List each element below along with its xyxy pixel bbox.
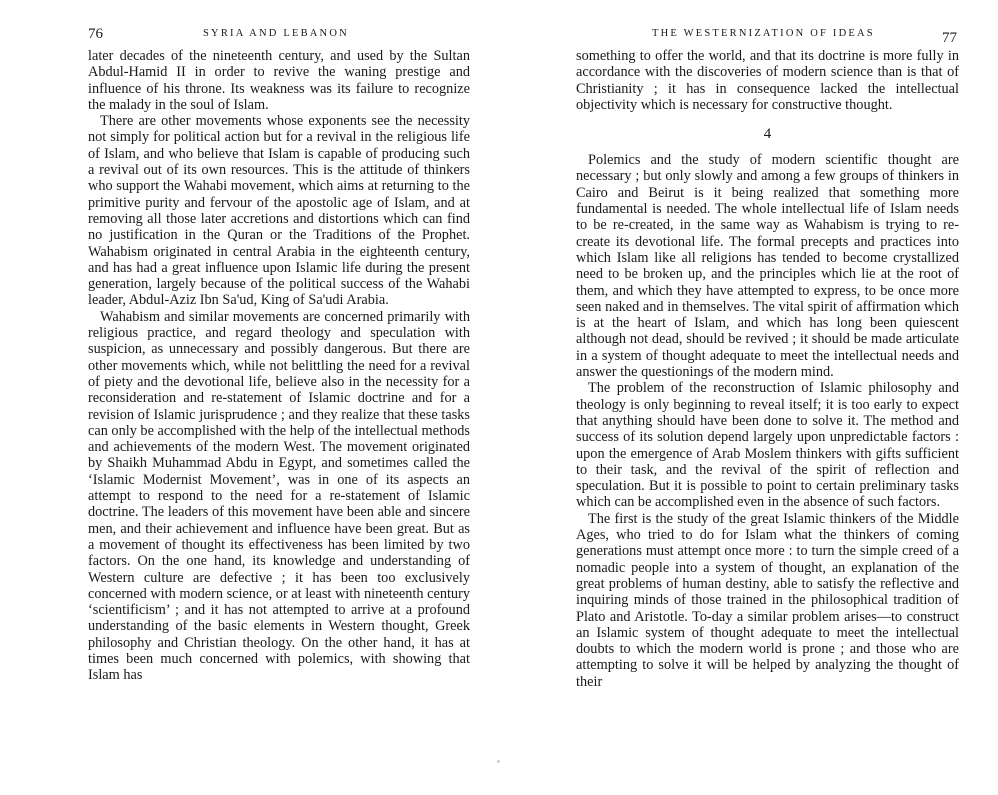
body-text xyxy=(576,48,959,690)
paragraph: The first is the study of the great Islamic thinkers of the Middle Ages, who tried to do for Islam what the thinkers of coming generations must attempt once more : to turn the simple creed of a nomadic people into a system of thought, an explanation of the great problems of human destiny, able to satisfy the reflective and inquiring minds of those trained in the philosophical tradition of Plato and Aristotle. To-day a similar problem arises—to construct an Islamic system of thought adequate to meet the intellectual doubts to which the modern world is prone ; and those who are attempting to solve it will be helped by analyzing the thought of their xyxy=(576,510,959,690)
right-page xyxy=(499,0,998,795)
paragraph: There are other movements whose exponents see the necessity not simply for political action but for a revival in the religious life of Islam, and who believe that Islam is capable of producing such a revival out of its own resources. This is the attitude of thinkers who support the Wahabi movement, which aims at returning to the primitive purity and fervour of the apostolic age of Islam, and at removing all those later accretions and distortions which can find no justification in the Quran or the Traditions of the Prophet. Wahabism originated in central Arabia in the eighteenth century, and has had a great influence upon Islamic life during the present generation, largely because of the political success of the Wahabi leader, Abdul-Aziz Ibn Sa'ud, King of Sa'udi Arabia. xyxy=(88,113,470,309)
body-text xyxy=(88,48,470,684)
paragraph: Polemics and the study of modern scientific thought are necessary ; but only slowly and among a few groups of thinkers in Cairo and Beirut is it being realized that something more fundamental is needed. The whole intellectual life of Islam needs to be re-created, in the same way as Wahabism is trying to re-create its devotional life. The formal precepts and practices into which Islam like all religions has tended to become crystallized need to be broken up, and the principles which lie at the root of them, and which they have attempted to express, to be once more seen naked and in themselves. The vital spirit of affirmation which is at the heart of Islam, and which has long been quiescent although not dead, should be revived ; it should be made articulate in a system of thought adequate to meet the intellectual needs and answer the questionings of the modern mind. xyxy=(576,152,959,381)
paragraph: later decades of the nineteenth century, and used by the Sultan Abdul-Hamid II in order to revive the waning prestige and influence of his throne. Its weakness was its failure to recognize the malady in the soul of Islam. xyxy=(88,48,470,113)
page-number: 76 xyxy=(88,26,103,42)
running-head: THE WESTERNIZATION OF IDEAS xyxy=(652,28,875,39)
section-number: 4 xyxy=(763,126,772,143)
paragraph: The problem of the reconstruction of Islamic philosophy and theology is only beginning to reveal itself; it is too early to expect that anything should have been done to solve it. The method and success of its solution depend largely upon unpredictable factors : upon the emergence of Arab Moslem thinkers with gifts sufficient to their task, and the revival of the spirit of reflection and speculation. But it is possible to point to certain preliminary tasks which can be accomplished even in the absence of such factors. xyxy=(576,380,959,511)
page-number: 77 xyxy=(942,30,957,46)
paragraph: Wahabism and similar movements are concerned primarily with religious practice, and regard theology and speculation with suspicion, as unnecessary and possibly dangerous. But there are other movements which, while not belittling the need for a revival of piety and the devotional life, believe also in the necessity for a reconsideration and re-statement of Islamic doctrine and for a revision of Islamic jurisprudence ; and they realize that these tasks can only be accomplished with the help of the intellectual methods and achievements of the modern West. The movement originated by Shaikh Muhammad Abdu in Egypt, and sometimes called the ‘Islamic Modernist Movement’, was in one of its aspects an attempt to respond to the need for a re-statement of Islamic doctrine. The leaders of this movement have been able and sincere men, and their achievement and influence have been great. But as a movement of thought its effectiveness has been limited by two factors. On the one hand, its knowledge and understanding of Western culture are defective ; it has been too exclusively concerned with modern science, or at least with nineteenth century ‘scientificism’ ; and it has not attempted to arrive at a profound understanding of the basic elements in Western thought, Greek philosophy and Christian theology. On the other hand, it has at times been much concerned with polemics, with showing that Islam has xyxy=(88,308,470,684)
running-head: SYRIA AND LEBANON xyxy=(203,28,349,39)
paragraph: something to offer the world, and that its doctrine is more fully in accordance with the discoveries of modern science than is that of Christianity ; it has in consequence lacked the intellectual objectivity which is necessary for constructive thought. xyxy=(576,48,959,113)
